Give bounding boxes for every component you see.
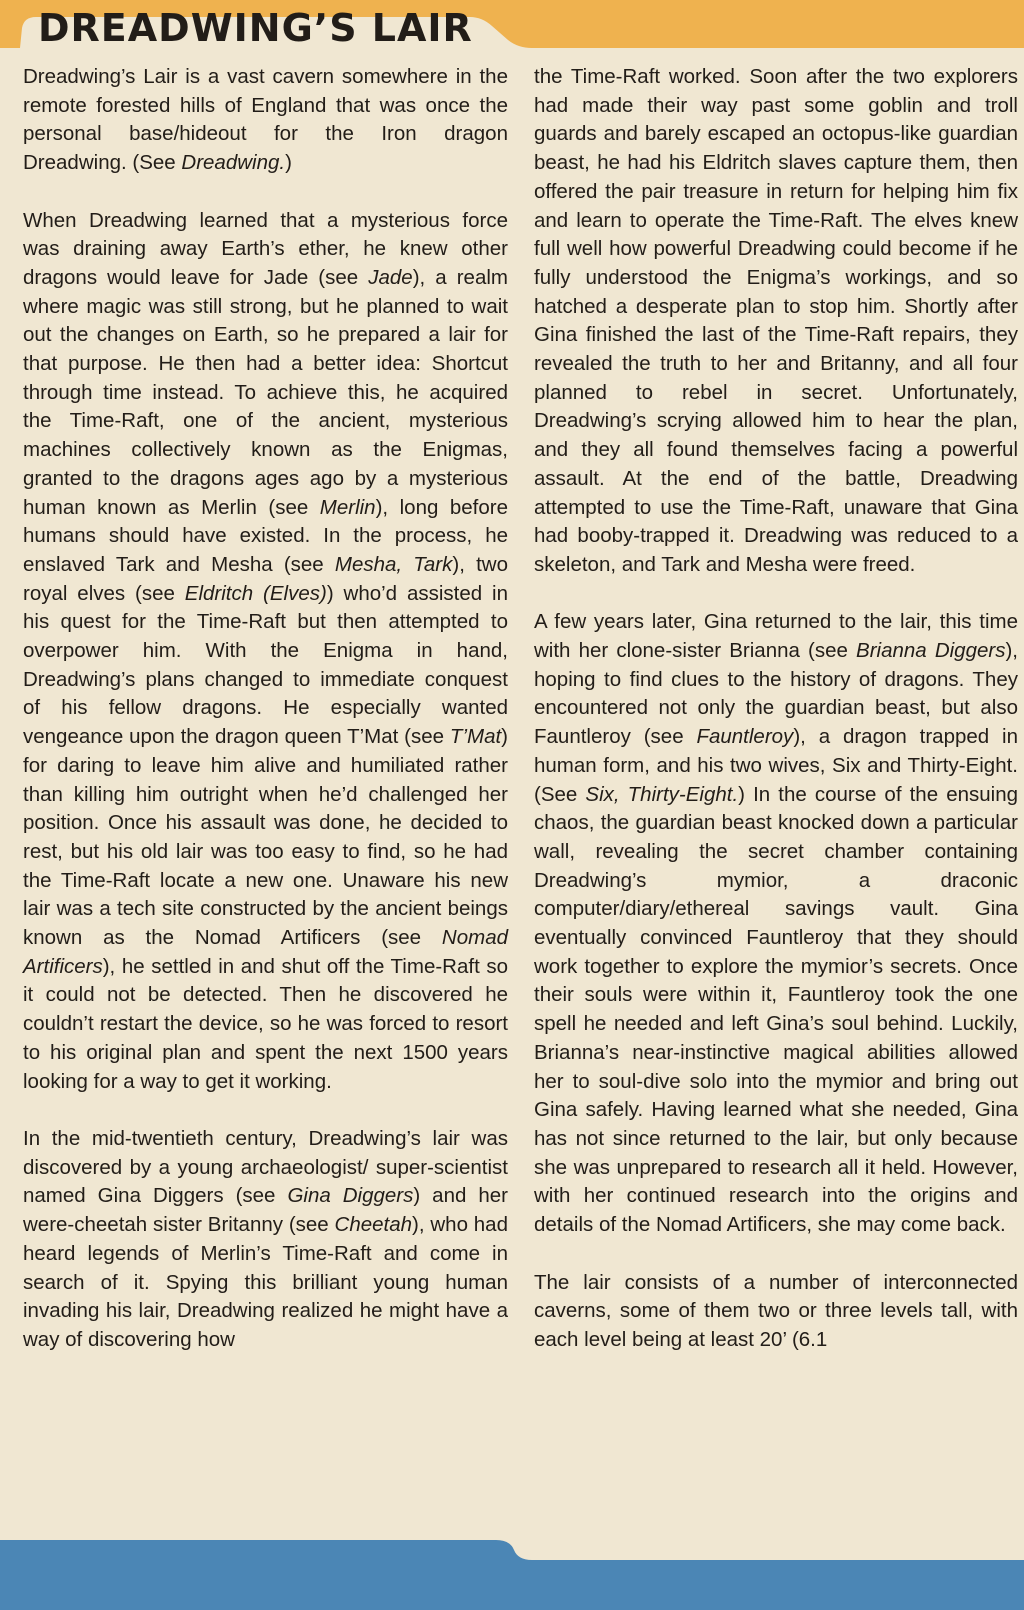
article-right-column: [534, 63, 1018, 1355]
footer-band: [0, 1540, 1024, 1610]
paragraph-text: When Dreadwing learned that a mysterious force was draining away Earth’s ether, he knew other dragons would leave for Jade (see: [23, 208, 508, 289]
paragraph: [23, 63, 508, 178]
cross-reference: Fauntleroy: [696, 725, 794, 749]
paragraph-text: A few years later, Gina returned to the lair, this time with her clone-sister Brianna (see: [534, 610, 1018, 663]
paragraph-text: ), a realm where magic was still strong, but he planned to wait out the changes on Earth, so he prepared a lair for that purpose. He then had a better idea: Shortcut through time instead. To achieve this, he acquired the Time-Raft, one of the ancient, mysterious machines collectively known as the Enigmas, granted to the dragons ages ago by a mysterious human known as Merlin (see: [23, 265, 508, 519]
cross-reference: Cheetah: [334, 1213, 413, 1237]
paragraph-text: ) who’d assisted in his quest for the Time-Raft but then attempted to overpower him. With the Enigma in hand, Dreadwing’s plans changed to immediate conquest of his fellow dragons. He especially wanted vengeance upon the dragon queen T’Mat (see: [23, 581, 508, 749]
paragraph-text: ), a dragon trapped in human form, and his two wives, Six and Thirty-Eight. (See: [534, 725, 1018, 806]
paragraph-text: ), hoping to find clues to the history of dragons. They encountered not only the guardian beast, but also Fauntleroy (see: [534, 639, 1018, 749]
cross-reference: Merlin: [319, 495, 376, 519]
paragraph-text: ), long before humans should have existed. In the process, he enslaved Tark and Mesha (see: [23, 495, 508, 576]
paragraph-text: Dreadwing’s Lair is a vast cavern somewhere in the remote forested hills of England that was once the personal base/hideout for the Iron dragon Dreadwing. (See: [23, 65, 508, 175]
footer-band-shape: [0, 1540, 1024, 1610]
cross-reference: Brianna Diggers: [856, 639, 1006, 663]
cross-reference: Nomad Artificers: [23, 926, 508, 978]
cross-reference: Jade: [368, 265, 413, 289]
page-title: DREADWING’S LAIR: [38, 6, 473, 50]
paragraph: [23, 207, 508, 1097]
paragraph: [23, 1125, 508, 1355]
cross-reference: Dreadwing.: [181, 151, 286, 175]
cross-reference: Mesha, Tark: [334, 552, 453, 576]
paragraph-text: ) for daring to leave him alive and humiliated rather than killing him outright when he’d challenged her position. Once his assault was done, he decided to rest, but his old lair was too easy to find, so he had the Time-Raft locate a new one. Unaware his new lair was a tech site constructed by the ancient beings known as the Nomad Artificers (see: [23, 725, 508, 950]
cross-reference: Eldritch (Elves): [184, 581, 327, 605]
paragraph: [534, 608, 1018, 1239]
cross-reference: Six, Thirty-Eight.: [585, 782, 739, 806]
paragraph-text: The lair consists of a number of interconnected caverns, some of them two or three levels tall, with each level being at least 20’ (6.1: [534, 1270, 1018, 1351]
cross-reference: Gina Diggers: [287, 1184, 414, 1208]
paragraph: [534, 1269, 1018, 1355]
article-left-column: [23, 63, 508, 1355]
paragraph-text: ), who had heard legends of Merlin’s Time-Raft and come in search of it. Spying this brilliant young human invading his lair, Dreadwing realized he might have a way of discovering how: [23, 1213, 508, 1351]
paragraph-text: the Time-Raft worked. Soon after the two explorers had made their way past some goblin and troll guards and barely escaped an octopus-like guardian beast, he had his Eldritch slaves capture them, then offered the pair treasure in return for helping him fix and learn to operate the Time-Raft. The elves knew full well how powerful Dreadwing could become if he fully understood the Enigma’s workings, and so hatched a desperate plan to stop him. Shortly after Gina finished the last of the Time-Raft repairs, they revealed the truth to her and Britanny, and all four planned to rebel in secret. Unfortunately, Dreadwing’s scrying allowed him to hear the plan, and they all found themselves facing a powerful assault. At the end of the battle, Dreadwing attempted to use the Time-Raft, unaware that Gina had booby-trapped it. Dreadwing was reduced to a skeleton, and Tark and Mesha were freed.: [534, 65, 1018, 576]
cross-reference: T’Mat: [449, 725, 502, 749]
paragraph-text: ) In the course of the ensuing chaos, the guardian beast knocked down a particular wall, revealing the secret chamber containing Dreadwing’s mymior, a draconic computer/diary/ethereal savings vault. Gina eventually convinced Fauntleroy that they should work together to explore the mymior’s secrets. Once their souls were within it, Fauntleroy took the one spell he needed and left Gina’s soul behind. Luckily, Brianna’s near-instinctive magical abilities allowed her to soul-dive solo into the mymior and bring out Gina safely. Having learned what she needed, Gina has not since returned to the lair, but only because she was unprepared to research all it held. However, with her continued research into the origins and details of the Nomad Artificers, she may come back.: [534, 782, 1019, 1237]
paragraph: [534, 63, 1018, 580]
paragraph-text: ), he settled in and shut off the Time-Raft so it could not be detected. Then he discovered he couldn’t restart the device, so he was forced to resort to his original plan and spent the next 1500 years looking for a way to get it working.: [23, 954, 508, 1093]
paragraph-text: ): [285, 151, 292, 175]
paragraph-text: In the mid-twentieth century, Dreadwing’s lair was discovered by a young archaeologist/ super-scientist named Gina Diggers (see: [23, 1126, 508, 1208]
paragraph-text: ) and her were-cheetah sister Britanny (see: [23, 1184, 508, 1237]
paragraph-text: ), two royal elves (see: [23, 552, 508, 605]
